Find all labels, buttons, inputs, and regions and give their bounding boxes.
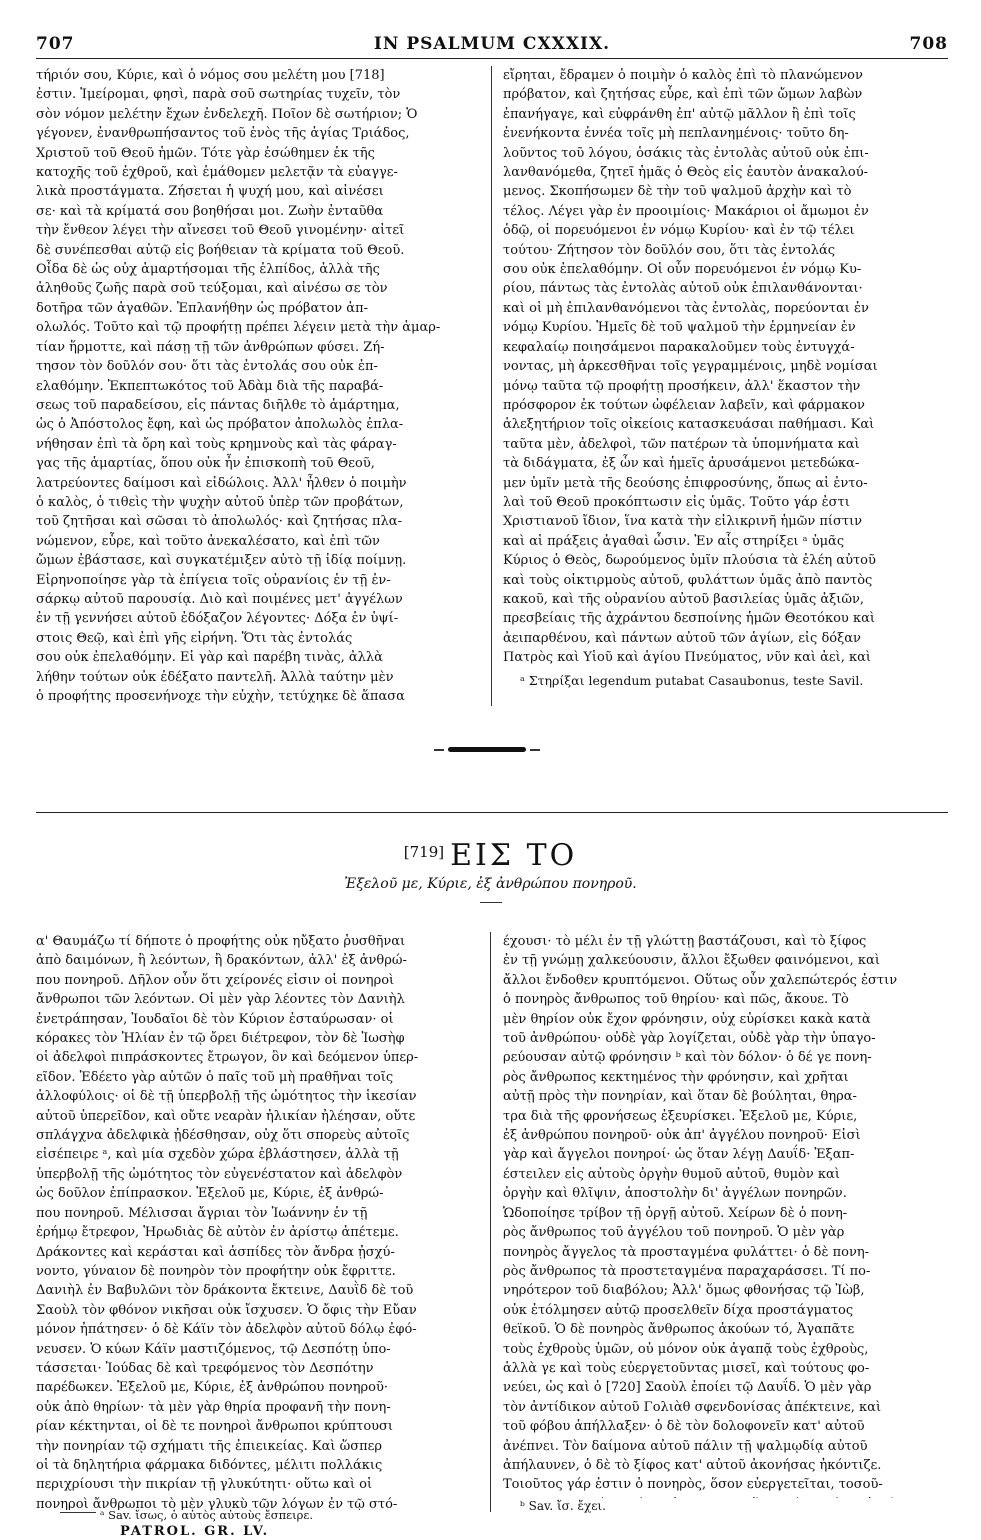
text-line: θεϊκοῦ. Ὁ δὲ πονηρὸς ἄνθρωπος ἀκούων τό, Ἀγαπᾶτε: [503, 1322, 855, 1338]
text-line: καὶ τοὺς οἰκτιρμοὺς αὐτοῦ, φυλάττων ὑμᾶς ἀπὸ παντὸς: [503, 572, 873, 588]
text-line: ὁ πονηρὸς ἄνθρωπος τοῦ θηρίου· καὶ πῶς, ἄκουε. Τὸ: [503, 992, 849, 1008]
text-line: μὲν θηρίον οὐκ ἔχον φρόνησιν, οὐχ εὑρίσκει κακὰ κατὰ: [503, 1011, 871, 1027]
text-line: δοτῆρα τῶν ἀγαθῶν. Ἐπλανήθην ὡς πρόβατον ἀπ-: [36, 300, 369, 316]
text-line: γέγονεν, ἐνανθρωπήσαντος τοῦ ἑνὸς τῆς ἁγίας Τριάδος,: [36, 126, 410, 142]
text-line: λαὶ τοῦ Θεοῦ προκόπτωσιν εἰς ὑμᾶς. Τοῦτο γάρ ἐστι: [503, 494, 850, 510]
text-line: Χριστοῦ τοῦ Θεοῦ ἡμῶν. Τότε γὰρ ἐσώθημεν ἐκ τῆς: [36, 145, 375, 161]
bottom-left-column: [36, 932, 476, 1510]
section-page-ref: [719]: [403, 843, 445, 861]
text-line: εἴρηται, ἔδραμεν ὁ ποιμὴν ὁ καλὸς ἐπὶ τὸ πλανώμενον: [503, 68, 863, 83]
page-number-right: 708: [909, 34, 948, 54]
text-line: ὡς ὁ Ἀπόστολος ἔφη, καὶ ὡς πρόβατον ἀπολωλὸς ἐπλα-: [36, 417, 404, 433]
text-line: ὁ προφήτης προσενήνοχε τὴν εὐχὴν, τετύχηκε δὲ ἅπασα: [36, 689, 405, 704]
text-line: μενος. Σκοπήσωμεν δὲ τὴν τοῦ ψαλμοῦ ἀρχὴν καὶ τὸ: [503, 184, 852, 200]
text-line: έστειλεν εἰς αὐτοὺς ὀργὴν θυμοῦ αὐτοῦ, θυμὸν καὶ: [503, 1166, 840, 1182]
text-line: νηρότερον τοῦ διαβόλου; Ἀλλ' ὅμως φθονήσας τῷ Ἰὼβ,: [503, 1283, 865, 1299]
text-line: τὴν πονηρίαν τῷ σχήματι τῆς ἐπιεικείας. Καὶ ὥσπερ: [36, 1438, 382, 1454]
text-line: λοῦντος τοῦ λόγου, ὁσάκις τὰς ἐντολὰς αὐτοῦ οὐκ ἐπι-: [503, 145, 869, 161]
ornament-rule: [448, 747, 526, 752]
text-line: ἀνέπνει. Τὸν δαίμονα αὐτοῦ πάλιν τῇ ψαλμῳδίᾳ αὐτοῦ: [503, 1438, 868, 1454]
text-line: σὸν νόμον μελέτην ἔχων ἐνδελεχῆ. Ποῖον δὲ σωτήριον; Ὁ: [36, 106, 418, 122]
text-line: Πατρὸς καὶ Υἱοῦ καὶ ἁγίου Πνεύματος, νῦν καὶ ἀεὶ, καὶ: [503, 650, 872, 666]
page-number-left: 707: [36, 34, 75, 54]
text-line: περιχρίουσι τὴν πικρίαν τῇ γλυκύτητι· οὕτω καὶ οἱ: [36, 1477, 373, 1493]
text-line: ρίαν κέκτηνται, οἱ δὲ τε πονηροὶ ἄνθρωποι κρύπτουσι: [36, 1419, 394, 1435]
text-line: στοις Θεῷ, καὶ ἐπὶ γῆς εἰρήνη. Ὅτι τὰς ἐντολάς: [36, 630, 353, 646]
text-line: ἀπήλαυνεν, ὁ δὲ τὸ ξίφος κατ' αὐτοῦ ἀκονήσας ἠκόντιζε.: [503, 1457, 882, 1473]
text-line: σάρκῳ αὐτοῦ παρουσίᾳ. Διὸ καὶ ποιμένες μετ' ἀγγέλων: [36, 591, 403, 607]
text-line: τέλος. Λέγει γὰρ ἐν προοιμίοις· Μακάριοι οἱ ἄμωμοι ἐν: [503, 203, 869, 219]
text-line: νεύει, ὡς καὶ ὁ [720] Σαοὺλ ἐποίει τῷ Δαυΐδ. Ὁ μὲν γὰρ: [503, 1380, 872, 1396]
text-line: νοντο, γύναιον δὲ πονηρὸν τὸν προφήτην οὐκ ἔφριττε.: [36, 1263, 396, 1279]
text-line: σεως τοῦ παραδείσου, εἰς πάντας διῆλθε τὸ ἁμάρτημα,: [36, 397, 400, 413]
footnote-top: ᵃ Στηρίξαι legendum putabat Casaubonus, teste Savil.: [520, 673, 864, 688]
text-line: πρόβατον, καὶ ζητήσας εὗρε, καὶ ἐπὶ τῶν ὤμων λαβὼν: [503, 87, 863, 103]
text-line: ἀλλὰ γε καὶ τοὺς εὐεργετοῦντας μισεῖ, καὶ τούτους φο-: [503, 1360, 870, 1376]
subtitle-rule: [480, 902, 502, 903]
text-line: οὐκ ἀπὸ θηρίων· τὰ μὲν γὰρ θηρία προφανῆ τὴν πονη-: [36, 1399, 391, 1415]
text-line: τὰ διδάγματα, ἐξ ὧν καὶ ἡμεῖς ἀρυσάμενοι μετεδώκα-: [503, 456, 860, 472]
text-line: μεν ὑμῖν μετὰ τῆς δεούσης ἐπιφροσύνης, ὅπως αἱ ἐντο-: [503, 475, 868, 491]
text-line: ἀλεξητήριον τοῖς οἰκείοις κατασκευάσαι παθήμασι. Καὶ: [503, 417, 875, 433]
text-line: ἀειπαρθένου, καὶ πάντων αὐτοῦ τῶν ἁγίων, εἰς δόξαν: [503, 630, 861, 646]
text-line: τούτου· Ζήτησον τὸν δοῦλόν σου, ὅτι τὰς ἐντολάς: [503, 242, 836, 258]
text-line: καὶ αἱ πράξεις ἀγαθαὶ ὦσιν. Ἐν αἷς στηρίξει ᵃ ὑμᾶς: [503, 533, 845, 549]
text-line: λήθην τούτων οὐκ ἐδέξατο παντελῆ. Ἀλλὰ ταύτην μὲν: [36, 669, 394, 685]
text-line: Τοιοῦτος γάρ ἐστιν ὁ πονηρὸς, ὅσον εὐεργετεῖται, τοσοῦ-: [503, 1477, 883, 1493]
text-line: ἐνετράπησαν, Ἰουδαῖοι δὲ τὸν Κύριον ἐσταύρωσαν· οἱ: [36, 1011, 394, 1027]
text-line: ὁ καλὸς, ὁ τιθεὶς τὴν ψυχὴν αὐτοῦ ὑπὲρ τῶν προβάτων,: [36, 494, 404, 510]
text-line: ἐν τῇ γεννήσει αὐτοῦ ἐδόξαζον λέγοντες· Δόξα ἐν ὑψί-: [36, 611, 399, 627]
ornament-left-tip: [434, 749, 444, 751]
text-line: Ὡδοποίησε τρίβον τῇ ὀργῇ αὐτοῦ. Χείρων δὲ ὁ πονη-: [503, 1205, 848, 1221]
text-line: ἀληθοῦς ζωῆς παρὰ σοῦ τεύξομαι, καὶ αἰνέσω σε τὸν: [36, 281, 388, 297]
text-line: νευσεν. Ὁ κύων Κάϊν μαστιζόμενος, τῷ Δεσπότῃ ὑπο-: [36, 1341, 391, 1357]
footnote-bottom-left: ᵃ Sav. ἴσως, ὁ αὐτὸς αὐτοὺς ἔσπειρε.: [100, 1508, 314, 1522]
text-line: πονηροὶ ἄνθρωποι τὸ μὲν γλυκὺ τῶν λόγων ἐν τῷ στό-: [36, 1496, 398, 1510]
text-line: τοὺς ἐχθροὺς ὑμῶν, οὐ μόνον οὐκ ἀγαπᾷ τοὺς ἐχθροὺς,: [503, 1341, 869, 1357]
text-line: καὶ οἱ μὴ ἐπιλανθανόμενοι τὰς ἐντολὰς, πορεύονται ἐν: [503, 300, 869, 316]
text-line: τοῦ ζητῆσαι καὶ σῶσαι τὸ ἀπολωλός· καὶ ζητήσας πλα-: [36, 514, 402, 530]
text-line: αὐτῇ πρὸς τὴν πονηρίαν, καὶ ὅταν δὲ βούληται, θηρα-: [503, 1089, 857, 1105]
section-title-text: ΕΙΣ ΤΟ: [450, 838, 578, 873]
text-line: γὰρ καὶ ἄγγελοι πονηροί· ὡς ὅταν λέγῃ Δαυΐδ· Ἐξαπ-: [503, 1147, 855, 1163]
text-line: ἐστιν. Ἱμείρομαι, φησὶ, παρὰ σοῦ σωτηρίας τυχεῖν, τὸν: [36, 87, 401, 103]
top-column-divider: [491, 66, 492, 706]
footnote-bottom-right: ᵇ Sav. ἴσ. ἔχει.: [520, 1499, 606, 1513]
text-line: ἐρήμῳ ἔτρεφον, Ἡρωδιὰς δὲ αὐτὸν ἐν ἀρίστῳ ἀπέτεμε.: [36, 1225, 399, 1241]
header-rule: [36, 58, 948, 59]
text-line: τὴν ἔνθεον λέγει τὴν αἴνεσει τοῦ Θεοῦ γινομένην· αἰτεῖ: [36, 223, 405, 239]
section-title: [0, 838, 981, 873]
text-line: Κύριος ὁ Θεὸς, δωρούμενος ὑμῖν πλούσια τὰ ἐλέη αὐτοῦ: [503, 553, 876, 569]
text-line: ἀπὸ δαιμόνων, ἢ λεόντων, ἢ δρακόντων, ἀλλ' ἐξ ἀνθρώ-: [36, 953, 407, 969]
text-line: ἄλλοι ἔνδοθεν κρυπτόμενοι. Οὕτως οὖν χαλεπώτερός ἐστιν: [503, 972, 898, 988]
text-line: ελαθόμην. Ἐκπεπτωκότος τοῦ Ἀδὰμ διὰ τῆς παραβά-: [36, 378, 384, 394]
text-line: κόρακες τὸν Ἠλίαν ἐν τῷ ὄρει διέτρεφον, τὸν δὲ Ἰωσὴφ: [36, 1031, 405, 1047]
text-line: ὤμων ἐβάστασε, καὶ συγκατέμιξεν αὐτὸ τῇ ἰδίᾳ ποίμνῃ.: [36, 553, 407, 569]
text-line: αὐτοῦ ὑπερεῖδον, καὶ οὔτε νεαρὰν ἡλικίαν ἠλέησαν, οὔτε: [36, 1108, 416, 1124]
running-head: [36, 34, 948, 56]
text-line: τησον τὸν δοῦλόν σου· ὅτι τὰς ἐντολάς σου οὐκ ἐπ-: [36, 359, 378, 375]
text-line: μόνῳ ταῦτα τῷ προφήτῃ προσήκειν, ἀλλ' ἕκαστον τὴν: [503, 378, 861, 394]
text-line: πονηρὸς ἄγγελος τὰ προσταγμένα φυλάττει· ὁ δὲ πονη-: [503, 1244, 870, 1260]
text-line: μόνον ἠπάτησεν· ὁ δὲ Κάϊν τὸν ἀδελφὸν αὐτοῦ δόλῳ ἐφό-: [36, 1322, 417, 1338]
text-line: τρα διὰ τῆς φρονήσεως ἐξευρίσκει. Ἐξελοῦ με, Κύριε,: [503, 1108, 858, 1124]
text-line: λανθανόμεθα, ζητεῖ ἡμᾶς ὁ Θεὸς εἰς ἑαυτὸν ἀνακαλού-: [503, 165, 869, 181]
ornament-right-tip: [530, 749, 540, 751]
text-line: νώμενον, εὗρε, καὶ τοῦτο ἀνεκαλέσατο, καὶ ἐπὶ τῶν: [36, 533, 380, 549]
text-line: που πονηροῦ. Μέλισσαι ἄγριαι τὸν Ἰωάννην ἐν τῇ: [36, 1205, 368, 1221]
text-line: έχουσι· τὸ μέλι ἐν τῇ γλώττῃ βαστάζουσι, καὶ τὸ ξίφος: [503, 934, 867, 949]
text-line: νήθησαν ἐπὶ τὰ ὄρη καὶ τοὺς κρημνοὺς καὶ τὰς φάραγ-: [36, 436, 397, 452]
text-line: σου οὐκ ἐπελαθόμην. Εἰ γὰρ καὶ παρέβη τινὰς, ἀλλὰ: [36, 650, 383, 666]
text-line: ἀλλοφύλοις· οἱ δὲ τῇ ὑπερβολῇ τῆς ὠμότητος τὴν ἱκεσίαν: [36, 1089, 417, 1105]
text-line: οἱ ἀδελφοὶ πιπράσκοντες ἔτρωγον, ὃν καὶ δεόμενον ὑπερ-: [36, 1050, 419, 1066]
text-line: γας τῆς ἁμαρτίας, ὅπου οὐκ ἦν ἐπισκοπὴ τοῦ Θεοῦ,: [36, 456, 375, 472]
top-right-column: [503, 66, 950, 666]
text-line: Δανιὴλ ἐν Βαβυλῶνι τὸν δράκοντα ἔκτεινε, Δαυῒδ δὲ τοῦ: [36, 1283, 414, 1299]
text-line: τὸν ἀντίδικον αὐτοῦ Γολιὰθ σφενδονίσας ἀπέκτεινε, καὶ: [503, 1399, 882, 1415]
text-line: Σαοὺλ τὸν φθόνον νικῆσαι οὐκ ἴσχυσεν. Ὁ ὄφις τὴν Εὔαν: [36, 1302, 417, 1318]
text-line: λικὰ προστάγματα. Ζήσεται ἡ ψυχή μου, καὶ αἰνέσει: [36, 184, 384, 200]
text-line: ρεύουσαν αὐτῷ φρόνησιν ᵇ καὶ τὸν δόλον· ὁ δέ γε πονη-: [503, 1050, 872, 1066]
running-title: IN PSALMUM CXXXIX.: [373, 34, 611, 54]
text-line: Οἶδα δὲ ὡς οὐχ ἁμαρτήσομαι τῆς ἐλπίδος, ἀλλὰ τῆς: [36, 262, 380, 278]
text-line: ἐξ ἀνθρώπου πονηροῦ· οὐκ ἀπ' ἀγγέλου πονηροῦ· Εἰσὶ: [503, 1128, 861, 1144]
text-line: ὑπερβολῇ τῆς ὠμότητος τὸν εὐγενέστατον καὶ ἀδελφὸν: [36, 1166, 403, 1182]
text-line: τοῦ φόβου ἀπήλλαξεν· ὁ δὲ τὸν δολοφονεῖν κατ' αὐτοῦ: [503, 1419, 865, 1435]
text-line: ἐνενήκοντα ἐννέα τοῖς μὴ πεπλανημένοις· τοῦτο δη-: [503, 126, 849, 142]
text-line: ρὸς ἄνθρωπος τοῦ ἀγγέλου τοῦ πονηροῦ. Ὁ μὲν γὰρ: [503, 1225, 845, 1241]
text-line: Εἰρηνοποίησε γὰρ τὰ ἐπίγεια τοῖς οὐρανίοις ἐν τῇ ἐν-: [36, 572, 391, 588]
text-line: οὐκ ἐτόλμησεν αὐτῷ προσελθεῖν δίχα προστάγματος: [503, 1302, 854, 1318]
text-line: νοντας, μὴ ἀρκεσθῆναι τοῖς γεγραμμένοις, μηδὲ νομίσαι: [503, 359, 878, 375]
text-line: σπλάγχνα ἀδελφικὰ ᾐδέσθησαν, οὐχ ὅτι σπορεὺς αὐτοῖς: [36, 1128, 410, 1144]
text-line: πρεσβείαις τῆς ἀχράντου δεσποίνης ἡμῶν Θεοτόκου καὶ: [503, 611, 875, 627]
text-line: ρὸς ἄνθρωπος κεκτημένος τὴν φρόνησιν, καὶ χρῆται: [503, 1069, 849, 1085]
bottom-right-column: [503, 932, 950, 1498]
text-line: δὲ συνέπεσθαι αὐτῷ εἰς βοήθειαν τὰ κρίματα τοῦ Θεοῦ.: [36, 242, 405, 258]
text-line: που πονηροῦ. Δῆλον οὖν ὅτι χείρονές εἰσιν οἱ πονηροὶ: [36, 972, 395, 988]
text-line: ὀργὴν καὶ θλῖψιν, ἀποστολὴν δι' ἀγγέλων πονηρῶν.: [503, 1186, 847, 1202]
text-line: ὡς δοῦλον ἐπίπρασκον. Ἐξελοῦ με, Κύριε, ἐξ ἀνθρώ-: [36, 1186, 384, 1202]
text-line: κακοῦ, καὶ τῆς οὐρανίου αὐτοῦ βασιλείας ὑμᾶς ἀξιῶν,: [503, 591, 865, 607]
bottom-column-divider: [490, 932, 491, 1512]
text-line: Δράκοντες καὶ κεράσται καὶ ἀσπίδες τὸν ἄνδρα ᾐσχύ-: [36, 1244, 395, 1260]
text-line: τήριόν σου, Κύριε, καὶ ὁ νόμος σου μελέτη μου [718]: [36, 68, 385, 83]
text-line: κεφαλαίῳ ποιησάμενοι παρακαλοῦμεν τοὺς ἐντυγχά-: [503, 339, 855, 355]
text-line: ὁδῷ, οἱ πορευόμενοι ἐν νόμῳ Κυρίου· καὶ ἐν τῷ τέλει: [503, 223, 855, 239]
top-left-column: [36, 66, 478, 706]
text-line: ρὸς ἄνθρωπος τὰ προστεταγμένα παραχαράσσει. Τί πο-: [503, 1263, 871, 1279]
text-line: ἄνθρωποι τῶν λεόντων. Οἱ μὲν γὰρ λέοντες τὸν Δανιὴλ: [36, 992, 405, 1008]
text-line: σου οὐκ ἐπελαθόμην. Οἱ οὖν πορευόμενοι ἐν νόμῳ Κυ-: [503, 262, 862, 278]
text-line: ρίου, πάντως τὰς ἐντολὰς αὐτοῦ οὐκ ἐπιλανθάνονται·: [503, 281, 863, 297]
text-line: σε· καὶ τὰ κρίματά σου βοηθήσαι μοι. Ζωὴν ἐνταῦθα: [36, 203, 384, 219]
section-subtitle: Ἐξελοῦ με, Κύριε, ἐξ ἀνθρώπου πονηροῦ.: [344, 876, 637, 892]
section-rule: [36, 812, 948, 813]
text-line: παρέδωκεν. Ἐξελοῦ με, Κύριε, ἐξ ἀνθρώπου πονηροῦ·: [36, 1380, 389, 1396]
text-line: νόμῳ Κυρίου. Ἡμεῖς δὲ τοῦ ψαλμοῦ τὴν ἑρμηνείαν ἐν: [503, 320, 856, 336]
text-line: εἰσέπειρε ᵃ, καὶ μία σχεδὸν χώρα ἐβλάστησεν, ἀλλὰ τῇ: [36, 1147, 399, 1163]
text-line: εῖδον. Ἐδέετο γὰρ αὐτῶν ὁ παῖς τοῦ μὴ πραθῆναι τοῖς: [36, 1069, 394, 1085]
text-line: α' Θαυμάζω τί δήποτε ὁ προφήτης οὐκ ηὔξατο ῥυσθῆναι: [36, 934, 406, 949]
footnote-rule: [60, 1512, 96, 1513]
text-line: τίαν ἥρμοττε, καὶ πάσῃ τῇ τῶν ἀνθρώπων φύσει. Ζή-: [36, 339, 385, 355]
signature: PATROL. GR. LV.: [120, 1524, 270, 1539]
text-line: τάσσεται· Ἰούδας δὲ καὶ τρεφόμενος τὸν Δεσπότην: [36, 1360, 374, 1376]
text-line: Χριστιανοῦ ἴδιον, ἵνα κατὰ τὴν εἰλικρινῆ ἡμῶν πίστιν: [503, 514, 863, 530]
text-line: ἐπανήγαγε, καὶ εὐφράνθη ἐπ' αὐτῷ μᾶλλον ἢ ἐπὶ τοῖς: [503, 106, 856, 122]
text-line: πρόσφορον ἐκ τούτων ὠφέλειαν λαβεῖν, καὶ φάρμακον: [503, 397, 865, 413]
text-line: τοῦ ἀνθρώπου· οὐδὲ γὰρ λογίζεται, οὐδὲ γὰρ τὴν ὑπαγο-: [503, 1031, 876, 1047]
text-line: λατρεύοντες δαίμοσι καὶ εἰδώλοις. Ἀλλ' ἦλθεν ὁ ποιμὴν: [36, 475, 407, 491]
text-line: ταῦτα μὲν, ἀδελφοὶ, τῶν πατέρων τὰ ὑπομνήματα καὶ: [503, 436, 860, 452]
text-line: οἱ τὰ δηλητήρια φάρμακα διδόντες, μέλιτι πολλάκις: [36, 1457, 383, 1473]
text-line: ολωλός. Τοῦτο καὶ τῷ προφήτῃ πρέπει λέγειν μετὰ τὴν ἁμαρ-: [36, 320, 441, 336]
text-line: κατοχῆς τοῦ ἐχθροῦ, καὶ ἐμάθομεν μελετᾷν τὰ εὐαγγε-: [36, 165, 398, 181]
text-line: ἐν τῇ γνώμῃ χαλκεύουσιν, ἄλλοι ἔξωθεν φαινόμενοι, καὶ: [503, 953, 880, 969]
